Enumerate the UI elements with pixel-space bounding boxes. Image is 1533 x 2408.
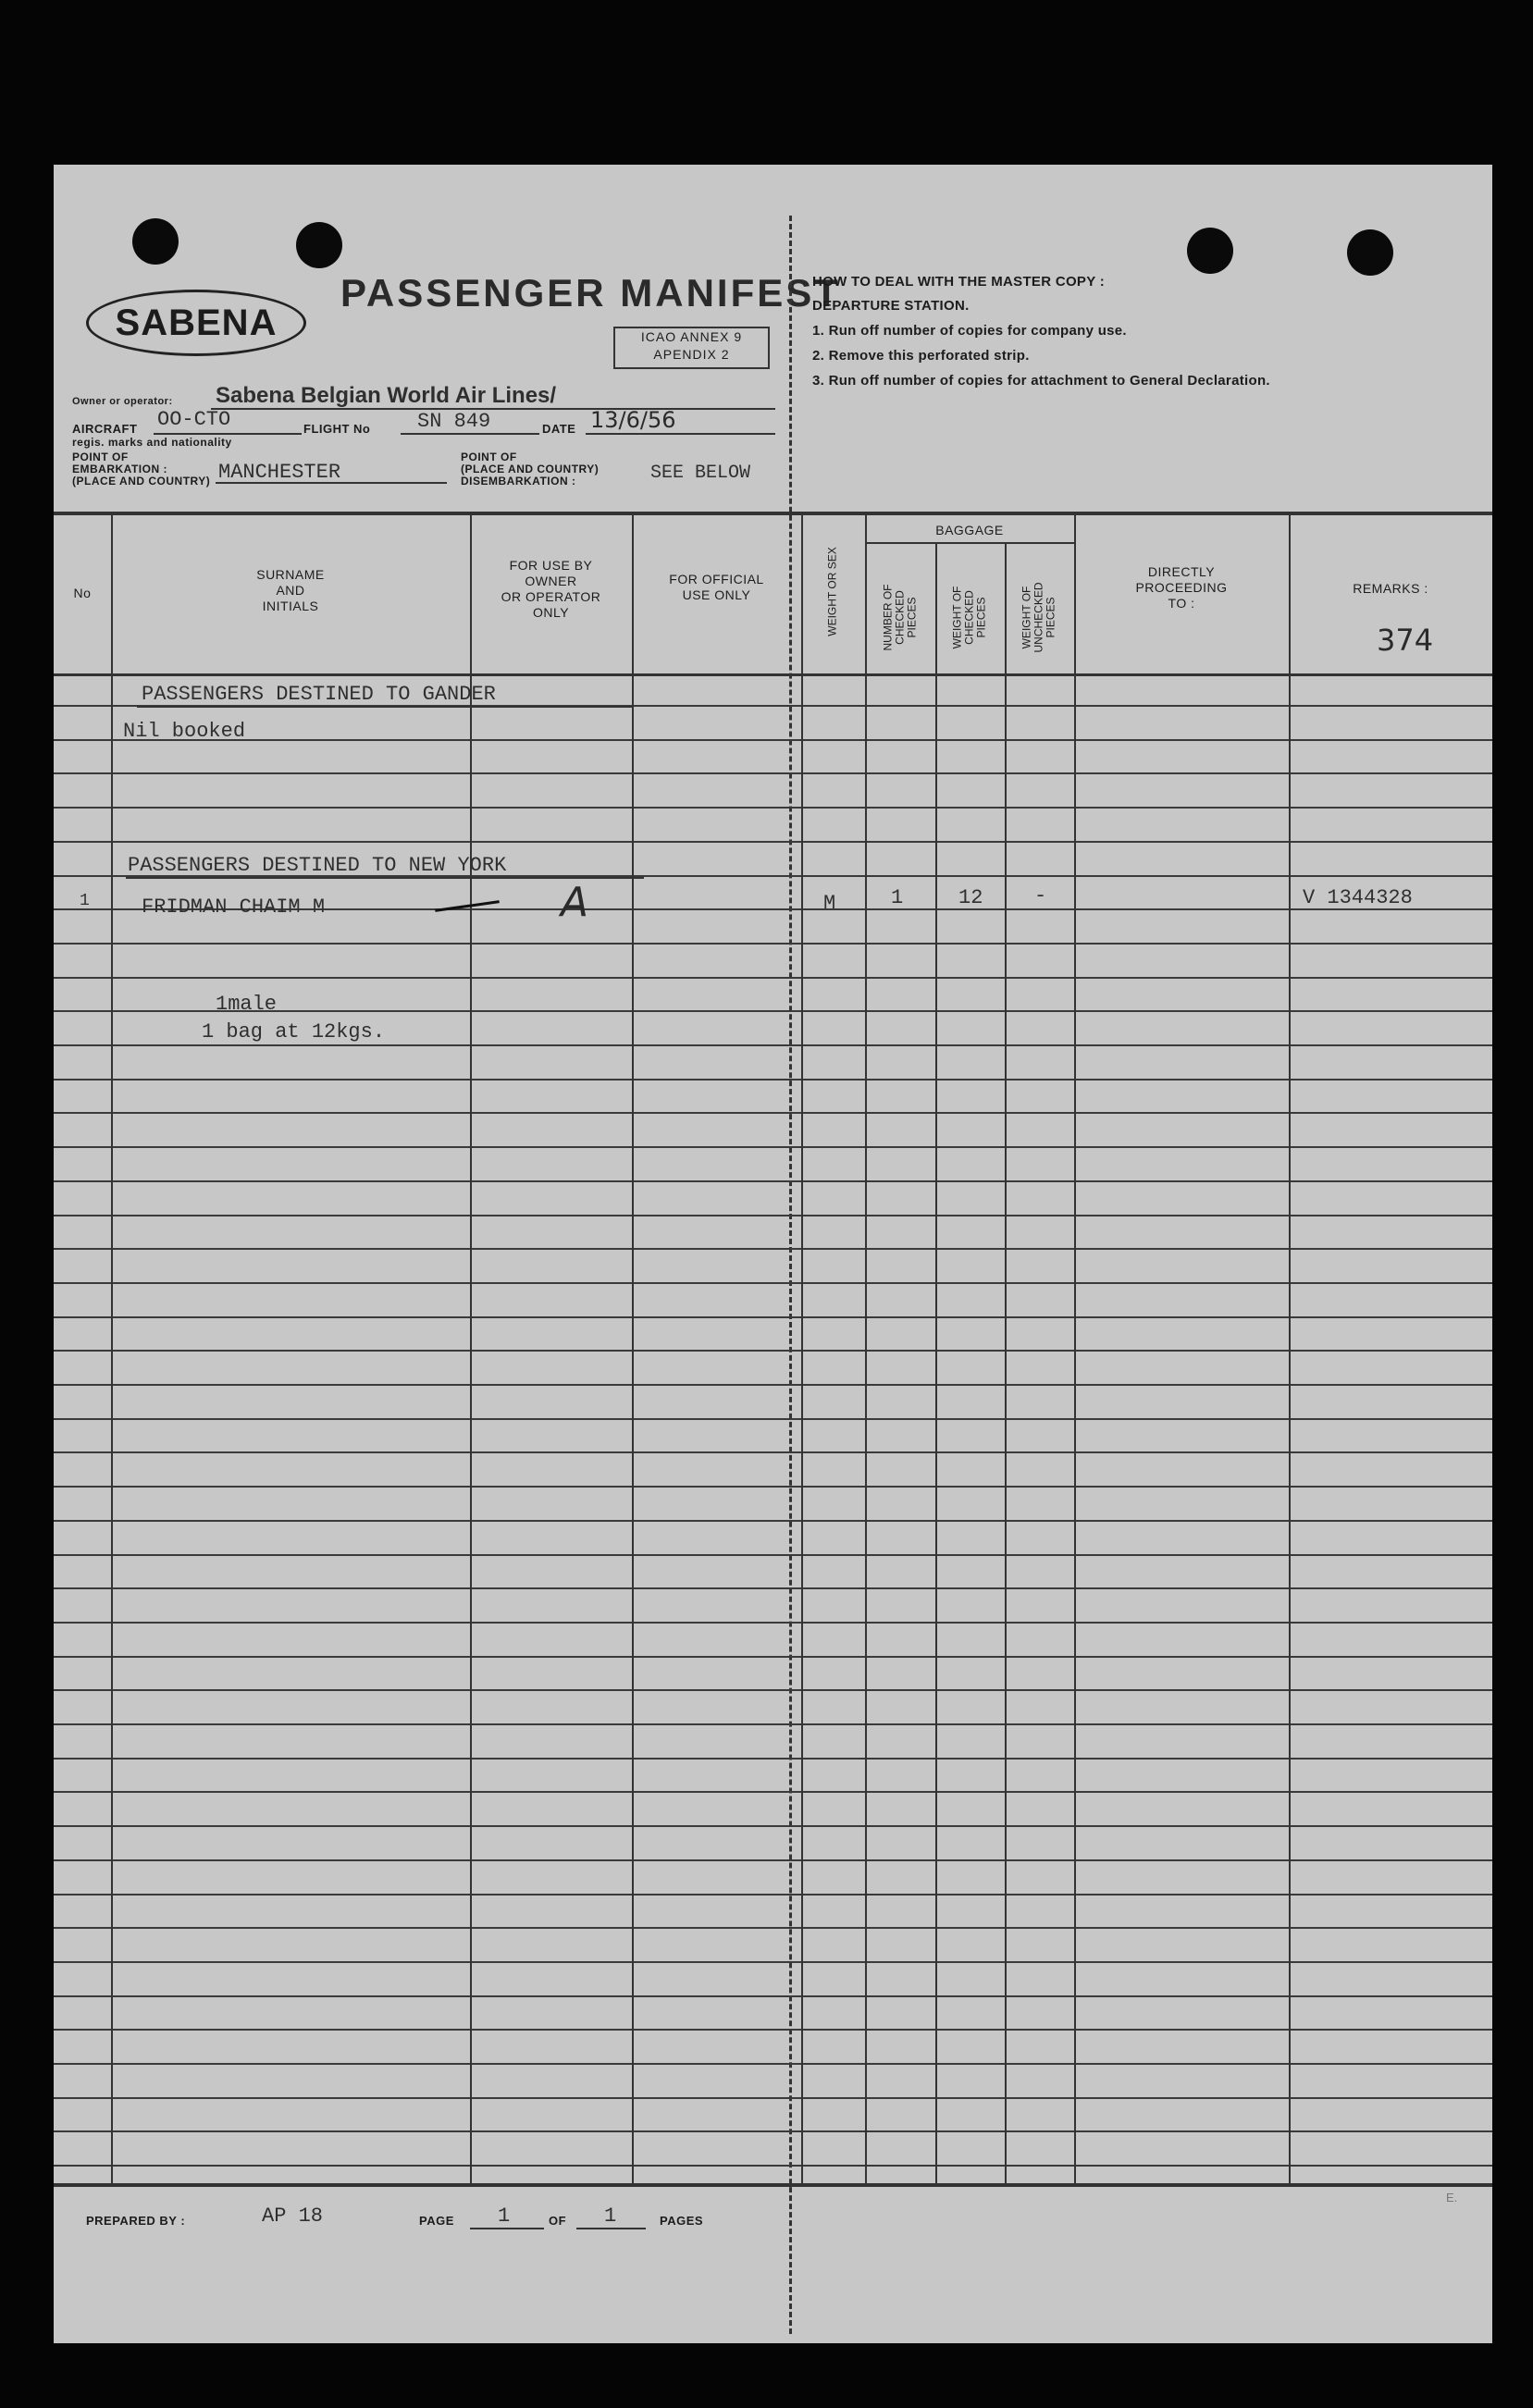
initial-mark: A bbox=[561, 879, 589, 926]
embark-value: MANCHESTER bbox=[218, 461, 341, 484]
pages-label: PAGES bbox=[660, 2214, 704, 2228]
ruled-line bbox=[54, 943, 1492, 945]
ruled-line bbox=[54, 1044, 1492, 1046]
col-sep bbox=[1074, 514, 1076, 2185]
disembark-label-2: (PLACE AND COUNTRY) bbox=[461, 463, 600, 475]
col-wt-unchecked bbox=[1021, 562, 1057, 673]
col-wt-unchecked-1: WEIGHT OF bbox=[1020, 586, 1033, 649]
col-wt-checked-3: PIECES bbox=[974, 597, 988, 638]
col-num-checked-3: PIECES bbox=[905, 597, 919, 638]
col-num-checked bbox=[883, 562, 919, 673]
instruction-2: DEPARTURE STATION. bbox=[812, 298, 970, 314]
row1-no: 1 bbox=[80, 892, 90, 910]
col-directly-3: TO : bbox=[1168, 596, 1195, 611]
ruled-line bbox=[54, 1859, 1492, 1861]
ruled-line bbox=[54, 739, 1492, 741]
gander-note: Nil booked bbox=[123, 720, 246, 743]
instruction-5: 3. Run off number of copies for attachment to General Declaration. bbox=[812, 373, 1270, 389]
ruled-line bbox=[54, 977, 1492, 979]
disembark-label-1: POINT OF bbox=[461, 451, 517, 463]
col-official-1: FOR OFFICIAL bbox=[669, 572, 764, 587]
ruled-line bbox=[54, 1894, 1492, 1896]
date-value: 13/6/56 bbox=[590, 407, 676, 433]
icao-line1: ICAO ANNEX 9 bbox=[640, 329, 743, 344]
gander-heading: PASSENGERS DESTINED TO GANDER bbox=[142, 683, 496, 706]
instruction-1: HOW TO DEAL WITH THE MASTER COPY : bbox=[812, 274, 1106, 290]
ruled-line bbox=[54, 1350, 1492, 1352]
col-surname bbox=[111, 567, 470, 614]
col-official-2: USE ONLY bbox=[682, 587, 751, 602]
aircraft-label: AIRCRAFT bbox=[72, 422, 138, 436]
embark-label-3: (PLACE AND COUNTRY) bbox=[72, 475, 211, 488]
flight-label: FLIGHT No bbox=[303, 422, 371, 436]
row1-pieces: 1 bbox=[891, 886, 904, 909]
punch-hole bbox=[1347, 229, 1393, 276]
col-directly bbox=[1074, 564, 1289, 611]
ruled-line bbox=[54, 2130, 1492, 2132]
ruled-line bbox=[54, 1248, 1492, 1250]
ruled-line bbox=[54, 807, 1492, 809]
owner-label: Owner or operator: bbox=[72, 396, 173, 407]
ruled-line bbox=[54, 1554, 1492, 1556]
row1-name: FRIDMAN CHAIM M bbox=[142, 895, 326, 919]
embark-label-2: EMBARKATION : bbox=[72, 463, 167, 475]
corner-mark: E. bbox=[1446, 2191, 1458, 2204]
baggage-rule bbox=[865, 542, 1074, 544]
ruled-line bbox=[54, 1282, 1492, 1284]
col-owner-use-1: FOR USE BY bbox=[509, 558, 593, 573]
page-label: PAGE bbox=[419, 2214, 454, 2228]
ruled-line bbox=[54, 1689, 1492, 1691]
ruled-line bbox=[54, 2165, 1492, 2167]
prepared-label: PREPARED BY : bbox=[86, 2214, 186, 2228]
row1-weight: 12 bbox=[958, 886, 983, 909]
disembark-label bbox=[461, 451, 599, 488]
col-directly-2: PROCEEDING bbox=[1135, 580, 1228, 595]
of-label: OF bbox=[549, 2214, 567, 2228]
flight-value: SN 849 bbox=[417, 410, 491, 433]
ruled-line bbox=[54, 1656, 1492, 1658]
header-bottom-rule bbox=[54, 673, 1492, 676]
col-sep bbox=[865, 514, 867, 2185]
row1-sex: M bbox=[823, 892, 836, 915]
aircraft-sub: regis. marks and nationality bbox=[72, 436, 232, 449]
prepared-value: AP 18 bbox=[262, 2204, 324, 2228]
ruled-line bbox=[54, 1587, 1492, 1589]
of-value: 1 bbox=[604, 2204, 617, 2228]
row1-remarks: V 1344328 bbox=[1303, 886, 1413, 909]
col-sep bbox=[111, 514, 113, 2185]
ruled-line bbox=[54, 1112, 1492, 1114]
col-sep bbox=[801, 514, 803, 2185]
ruled-line bbox=[54, 1486, 1492, 1488]
col-no: No bbox=[73, 586, 92, 600]
ruled-line bbox=[54, 2097, 1492, 2099]
ruled-line bbox=[54, 1927, 1492, 1929]
ruled-line bbox=[54, 772, 1492, 774]
punch-hole bbox=[296, 222, 342, 268]
col-sep bbox=[1005, 544, 1007, 2185]
ruled-line bbox=[54, 1758, 1492, 1760]
col-wt-checked-2: CHECKED bbox=[962, 590, 976, 645]
col-baggage: BAGGAGE bbox=[935, 523, 1004, 537]
col-sep bbox=[632, 514, 634, 2185]
date-label: DATE bbox=[542, 422, 576, 436]
col-wt-checked bbox=[952, 562, 988, 673]
embark-label-1: POINT OF bbox=[72, 451, 129, 463]
table-top-rule bbox=[54, 512, 1492, 515]
page-value: 1 bbox=[498, 2204, 511, 2228]
col-surname-1: SURNAME bbox=[256, 567, 325, 582]
manifest-sheet bbox=[54, 165, 1492, 2343]
ruled-line bbox=[54, 1146, 1492, 1148]
col-surname-2: AND bbox=[276, 583, 305, 598]
disembark-value: SEE BELOW bbox=[650, 463, 751, 484]
ruled-line bbox=[54, 1384, 1492, 1386]
ruled-line bbox=[54, 1825, 1492, 1827]
ruled-line bbox=[54, 2063, 1492, 2065]
col-official bbox=[632, 572, 801, 603]
punch-hole bbox=[1187, 228, 1233, 274]
ruled-line bbox=[54, 1961, 1492, 1963]
col-wt-unchecked-2: UNCHECKED bbox=[1032, 582, 1045, 653]
col-wt-checked-1: WEIGHT OF bbox=[950, 586, 964, 649]
punch-hole bbox=[132, 218, 179, 265]
col-sep bbox=[935, 544, 937, 2185]
ruled-line bbox=[54, 1723, 1492, 1725]
col-wt-unchecked-3: PIECES bbox=[1044, 597, 1057, 638]
ruled-line bbox=[54, 841, 1492, 843]
ruled-line bbox=[54, 1180, 1492, 1182]
ruled-line bbox=[54, 1995, 1492, 1997]
col-remarks: REMARKS : bbox=[1353, 581, 1428, 596]
ruled-line bbox=[54, 1791, 1492, 1793]
disembark-label-3: DISEMBARKATION : bbox=[461, 475, 576, 488]
owner-value: Sabena Belgian World Air Lines/ bbox=[216, 383, 557, 408]
col-owner-use-2: OWNER bbox=[525, 574, 577, 588]
ruled-line bbox=[54, 1451, 1492, 1453]
logo-text: SABENA bbox=[115, 302, 278, 343]
table-bottom-rule bbox=[54, 2183, 1492, 2187]
ruled-line bbox=[54, 2029, 1492, 2031]
col-surname-3: INITIALS bbox=[262, 599, 319, 613]
ruled-line bbox=[54, 1418, 1492, 1420]
page-number: 374 bbox=[1377, 623, 1434, 658]
col-weight-sex: WEIGHT OR SEX bbox=[825, 547, 839, 636]
col-num-checked-1: NUMBER OF bbox=[881, 584, 895, 651]
col-sep bbox=[1289, 514, 1291, 2185]
ruled-line bbox=[54, 1079, 1492, 1081]
ruled-line bbox=[54, 1622, 1492, 1624]
col-owner-use bbox=[470, 558, 632, 621]
col-owner-use-3: OR OPERATOR bbox=[501, 589, 601, 604]
col-sep bbox=[470, 514, 472, 2185]
manifest-title: PASSENGER MANIFEST bbox=[340, 271, 841, 315]
row1-unchecked: - bbox=[1034, 884, 1047, 908]
ruled-line bbox=[54, 1215, 1492, 1216]
instruction-3: 1. Run off number of copies for company use. bbox=[812, 323, 1127, 339]
summary-1: 1male bbox=[216, 993, 278, 1016]
instruction-4: 2. Remove this perforated strip. bbox=[812, 348, 1030, 364]
embark-label bbox=[72, 451, 210, 488]
col-owner-use-4: ONLY bbox=[532, 605, 570, 620]
ruled-line bbox=[54, 1520, 1492, 1522]
col-num-checked-2: CHECKED bbox=[893, 590, 907, 645]
icao-box bbox=[613, 327, 770, 369]
icao-line2: APENDIX 2 bbox=[653, 347, 730, 362]
summary-2: 1 bag at 12kgs. bbox=[202, 1020, 386, 1043]
col-directly-1: DIRECTLY bbox=[1147, 564, 1216, 579]
perforation-line bbox=[789, 216, 792, 2334]
sabena-logo bbox=[86, 290, 306, 356]
aircraft-value: OO-CTO bbox=[157, 408, 231, 431]
ruled-line bbox=[54, 1316, 1492, 1318]
ny-heading: PASSENGERS DESTINED TO NEW YORK bbox=[128, 854, 507, 877]
